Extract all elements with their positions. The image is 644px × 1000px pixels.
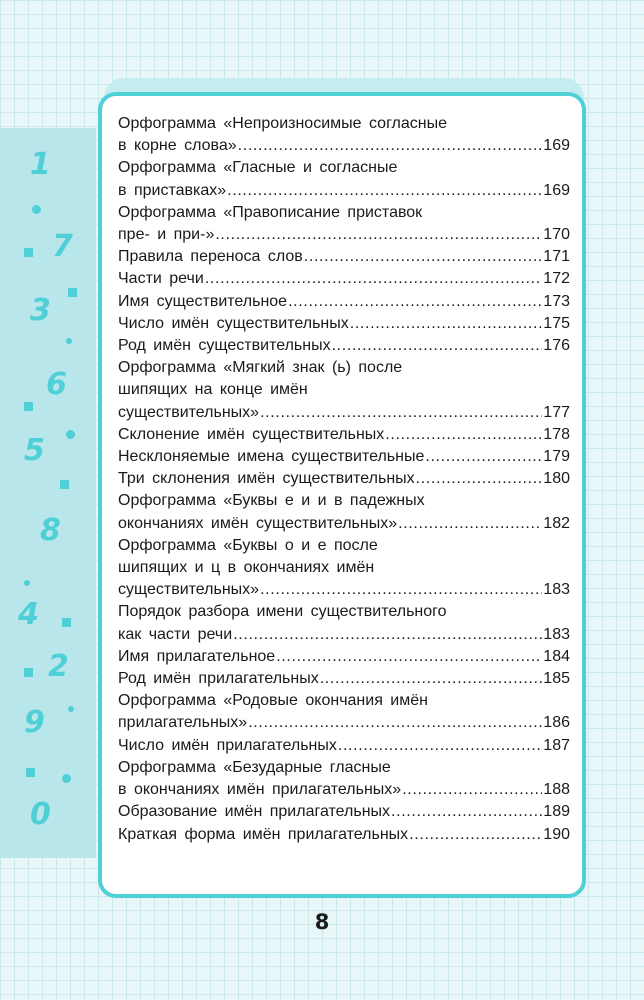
toc-entry: [118, 291, 570, 313]
toc-entry: [118, 424, 570, 446]
toc-page-number: 188: [543, 781, 570, 799]
toc-entry: [118, 668, 570, 690]
toc-entry-title: Имя прилагательное: [118, 647, 276, 665]
toc-entry-last-line: [118, 513, 570, 535]
decorative-digit: 2: [48, 649, 69, 684]
decorative-dot: [24, 580, 30, 586]
dot-leader: [288, 291, 542, 313]
toc-entry-title: существительных»: [118, 403, 260, 421]
dot-leader: [205, 268, 542, 290]
toc-entry-last-line: [118, 779, 570, 801]
toc-entry-title: пре- и при-»: [118, 226, 215, 244]
toc-entry-last-line: [118, 424, 570, 446]
decorative-square: [26, 768, 35, 777]
toc-entry-title: шипящих и ц в окончаниях имён: [118, 559, 375, 577]
toc-entry-last-line: [118, 801, 570, 823]
dot-leader: [332, 335, 543, 357]
toc-entry-title: Орфограмма «Правописание приставок: [118, 203, 423, 221]
toc-entry-title: Несклоняемые имена существительные: [118, 448, 425, 466]
toc-entry-last-line: [118, 402, 570, 424]
dot-leader: [238, 135, 543, 157]
toc-entry-title: Орфограмма «Непроизносимые согласные: [118, 115, 448, 132]
side-decoration-strip: [0, 128, 96, 858]
toc-entry: [118, 468, 570, 490]
toc-entry-title: Орфограмма «Родовые окончания имён: [118, 692, 428, 710]
decorative-digit: 7: [52, 229, 73, 264]
toc-page-number: 172: [543, 270, 570, 288]
toc-entry-last-line: [118, 224, 570, 246]
dot-leader: [248, 712, 542, 734]
toc-entry-title: Орфограмма «Безударные гласные: [118, 758, 391, 776]
toc-entry-last-line: [118, 135, 570, 157]
decorative-square: [24, 248, 33, 257]
toc-page-number: 170: [543, 226, 570, 244]
toc-entry-title: Орфограмма «Буквы е и и в падежных: [118, 492, 425, 510]
toc-page-number: 190: [543, 825, 570, 843]
toc-entry-last-line: [118, 468, 570, 490]
decorative-square: [68, 288, 77, 297]
dot-leader: [304, 246, 543, 268]
toc-entry: [118, 490, 570, 534]
decorative-digit: 1: [30, 147, 51, 182]
toc-entry-title: в окончаниях имён прилагательных»: [118, 781, 402, 799]
toc-entry-title: Род имён существительных: [118, 337, 331, 355]
toc-entry-title: окончаниях имён существительных»: [118, 514, 398, 532]
dot-leader: [402, 779, 542, 801]
decorative-digit: 0: [30, 797, 51, 832]
decorative-square: [24, 402, 33, 411]
decorative-digit: 6: [46, 367, 67, 402]
toc-entry: [118, 446, 570, 468]
decorative-digit: 8: [40, 513, 61, 548]
dot-leader: [233, 624, 542, 646]
dot-leader: [391, 801, 542, 823]
toc-entry: [118, 535, 570, 602]
toc-page-number: 187: [543, 736, 570, 754]
toc-entry-title: Правила переноса слов: [118, 248, 303, 266]
toc-entry-title: шипящих на конце имён: [118, 381, 308, 399]
toc-entry-title: Склонение имён существительных: [118, 425, 385, 443]
toc-entry: [118, 757, 570, 801]
dot-leader: [385, 424, 542, 446]
toc-page-number: 169: [543, 181, 570, 199]
toc-page-number: 184: [543, 647, 570, 665]
toc-page-number: 178: [543, 425, 570, 443]
decorative-dot: [68, 706, 74, 712]
toc-entry-last-line: [118, 335, 570, 357]
toc-entry-title: Порядок разбора имени существительного: [118, 603, 447, 621]
toc-page-number: 182: [543, 514, 570, 532]
decorative-digit: 4: [18, 597, 39, 632]
toc-entry-title: Орфограмма «Мягкий знак (ь) после: [118, 359, 403, 377]
toc-entry-title: Род имён прилагательных: [118, 670, 319, 688]
decorative-digit: 9: [24, 705, 45, 740]
toc-page-number: 189: [543, 803, 570, 821]
toc-entry-title: Краткая форма имён прилагательных: [118, 825, 409, 843]
toc-entry-last-line: [118, 712, 570, 734]
toc-page-number: 175: [543, 314, 570, 332]
toc-entry-last-line: [118, 668, 570, 690]
toc-entry-title: Три склонения имён существительных: [118, 470, 415, 488]
decorative-dot: [62, 774, 71, 783]
toc-entry: [118, 357, 570, 424]
toc-page-number: 176: [543, 337, 570, 355]
toc-entry-title: Число имён прилагательных: [118, 736, 337, 754]
decorative-digit: 5: [24, 433, 45, 468]
toc-entry-title: Имя существительное: [118, 292, 288, 310]
toc-entry-title: в приставках»: [118, 181, 227, 199]
page-number: 8: [314, 910, 330, 934]
toc-entry-last-line: [118, 268, 570, 290]
toc-entry-last-line: [118, 246, 570, 268]
toc-page-number: 171: [543, 248, 570, 266]
dot-leader: [350, 313, 543, 335]
toc-list: [118, 113, 570, 846]
toc-entry: [118, 268, 570, 290]
toc-entry: [118, 601, 570, 645]
toc-page-number: 179: [543, 448, 570, 466]
toc-entry-title: как части речи: [118, 625, 233, 643]
table-of-contents: [98, 92, 586, 898]
toc-entry-last-line: [118, 824, 570, 846]
toc-entry-title: прилагательных»: [118, 714, 248, 732]
dot-leader: [320, 668, 543, 690]
toc-entry: [118, 735, 570, 757]
toc-entry: [118, 113, 570, 157]
decorative-dot: [66, 338, 72, 344]
toc-entry: [118, 646, 570, 668]
dot-leader: [398, 513, 542, 535]
dot-leader: [416, 468, 543, 490]
dot-leader: [338, 735, 542, 757]
toc-page-number: 180: [543, 470, 570, 488]
dot-leader: [425, 446, 542, 468]
toc-page-number: 185: [543, 670, 570, 688]
toc-entry-title: Орфограмма «Гласные и согласные: [118, 159, 398, 177]
toc-entry-last-line: [118, 579, 570, 601]
decorative-dot: [32, 205, 41, 214]
decorative-square: [62, 618, 71, 627]
toc-entry: [118, 313, 570, 335]
toc-entry: [118, 801, 570, 823]
dot-leader: [260, 579, 542, 601]
decorative-square: [60, 480, 69, 489]
toc-entry-last-line: [118, 291, 570, 313]
dot-leader: [409, 824, 542, 846]
toc-entry: [118, 690, 570, 734]
decorative-dot: [66, 430, 75, 439]
decorative-digit: 3: [30, 293, 51, 328]
toc-entry: [118, 157, 570, 201]
toc-entry-last-line: [118, 646, 570, 668]
toc-entry-last-line: [118, 446, 570, 468]
toc-entry-title: Образование имён прилагательных: [118, 803, 391, 821]
dot-leader: [260, 402, 542, 424]
toc-page-number: 173: [543, 292, 570, 310]
toc-page-number: 177: [543, 403, 570, 421]
toc-entry: [118, 202, 570, 246]
toc-entry: [118, 335, 570, 357]
toc-entry-last-line: [118, 313, 570, 335]
toc-entry-last-line: [118, 735, 570, 757]
toc-page-number: 169: [543, 137, 570, 155]
dot-leader: [227, 180, 542, 202]
toc-page-number: 183: [543, 581, 570, 599]
toc-entry-last-line: [118, 624, 570, 646]
decorative-square: [24, 668, 33, 677]
toc-entry-title: в корне слова»: [118, 137, 237, 155]
toc-entry-title: Орфограмма «Буквы о и е после: [118, 536, 378, 554]
toc-entry: [118, 246, 570, 268]
toc-entry-last-line: [118, 180, 570, 202]
toc-entry-title: существительных»: [118, 581, 260, 599]
toc-entry: [118, 824, 570, 846]
toc-entry-title: Число имён существительных: [118, 314, 349, 332]
toc-entry-title: Части речи: [118, 270, 204, 288]
toc-page-number: 183: [543, 625, 570, 643]
dot-leader: [215, 224, 542, 246]
dot-leader: [276, 646, 542, 668]
toc-page-number: 186: [543, 714, 570, 732]
